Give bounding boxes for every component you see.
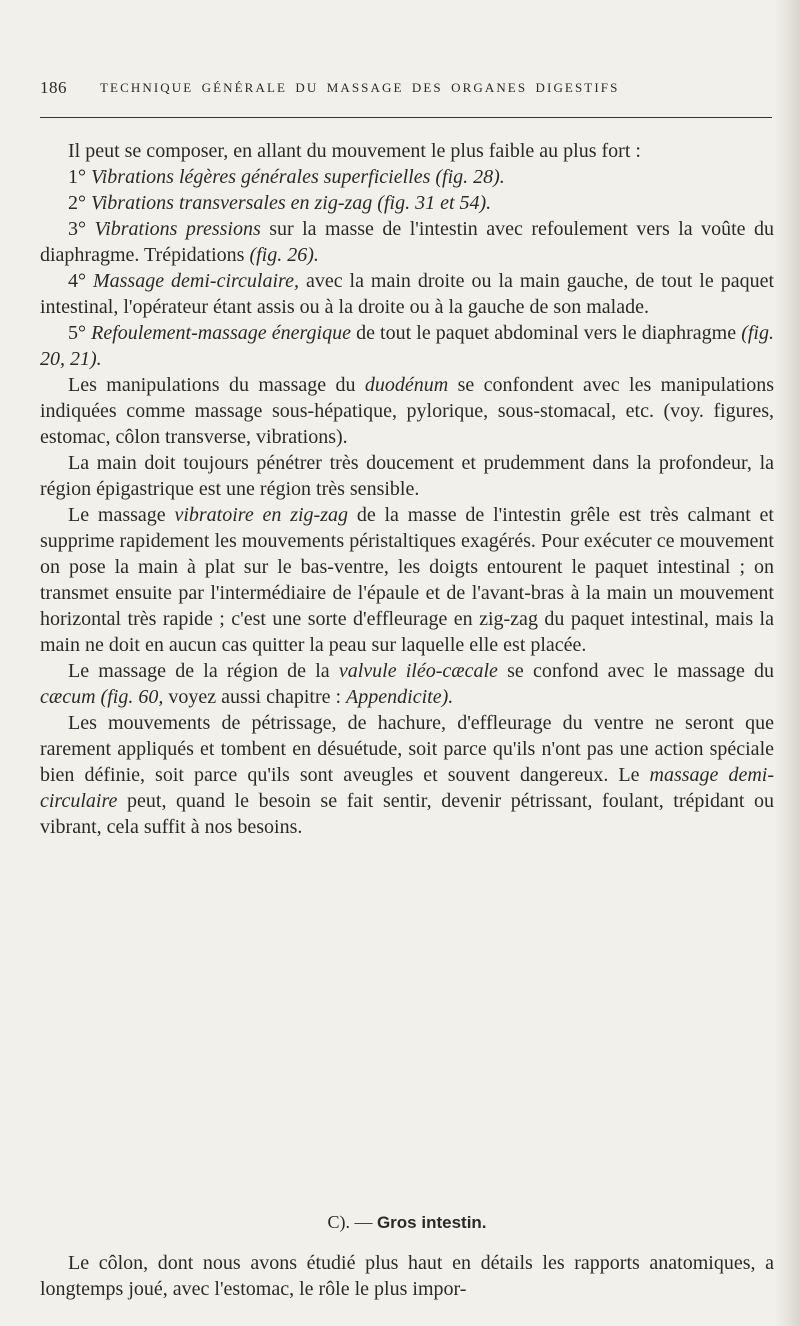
section-label: C). <box>327 1212 350 1232</box>
paragraph-valve-term-3: Appendicite). <box>346 686 454 708</box>
paragraph-movements-term: massage demi-circulaire <box>40 764 774 812</box>
section-heading <box>40 1212 774 1233</box>
list-item-4-number: 4° <box>68 270 86 292</box>
section-title: Gros intestin. <box>376 1213 487 1232</box>
paragraph-duodenum-text-a: Les manipulations du massage du <box>68 374 356 396</box>
paragraph-valve-text-c: voyez aussi chapitre : <box>168 686 342 708</box>
paragraph-valve <box>40 658 774 710</box>
list-item-5-text: de tout le paquet abdominal vers le diaphragme <box>356 322 737 344</box>
list-item-5-number: 5° <box>68 322 86 344</box>
list-item-1 <box>40 164 774 190</box>
paragraph-hand: La main doit toujours pénétrer très doucement et prudemment dans la profondeur, la région épigastrique est une région très sensible. <box>40 452 774 500</box>
list-item-3-ref: (fig. 26). <box>249 244 319 266</box>
paragraph-valve-text-a: Le massage de la région de la <box>68 660 330 682</box>
running-title: TECHNIQUE GÉNÉRALE DU MASSAGE DES ORGANES DIGESTIFS <box>100 80 620 95</box>
list-item-2 <box>40 190 774 216</box>
list-item-5-ref: (fig. 20, 21). <box>40 322 774 370</box>
paragraph-vibratory-term: vibratoire en zig-zag <box>174 504 348 526</box>
paragraph-duodenum-text-b: se confondent avec les manipulations indiquées comme massage sous-hépatique, pylorique, sous-stomacal, etc. (voy. figures, estomac, côlon transverse, vibrations). <box>40 374 774 448</box>
page-edge-shadow <box>774 0 800 1326</box>
paragraph-valve-term-1: valvule iléo-cæcale <box>338 660 498 682</box>
running-header <box>40 78 760 102</box>
list-item-5 <box>40 320 774 372</box>
paragraph-intro: Il peut se composer, en allant du mouvement le plus faible au plus fort : <box>68 140 641 162</box>
paragraph-valve-term-2: cæcum <box>40 686 96 708</box>
list-item-1-number: 1° <box>68 166 86 188</box>
paragraph-duodenum <box>40 372 774 450</box>
paragraph-vibratory-text-b: de la masse de l'intestin grêle est très calmant et supprime rapidement les mouvements péristaltiques exagérés. Pour exécuter ce mouvement on pose la main à plat sur le bas-ventre, les doigts entourent le paquet intestinal ; on transmet ensuite par l'intermédiaire de l'épaule et de l'avant-bras à la main un mouvement horizontal très rapide ; c'est une sorte d'effleurage en zig-zag du paquet intestinal, mais la main ne doit en aucun cas quitter la peau sur laquelle elle est placée. <box>40 504 774 656</box>
list-item-4-text: avec la main droite ou la main gauche, de tout le paquet intestinal, l'opérateur étant assis ou à la droite ou à la gauche de son malade. <box>40 270 775 318</box>
list-item-5-term: Refoulement-massage énergique <box>91 322 351 344</box>
list-item-3-number: 3° <box>68 218 86 240</box>
page-number: 186 <box>40 78 67 97</box>
list-item-4 <box>40 268 774 320</box>
paragraph-colon: Le côlon, dont nous avons étudié plus haut en détails les rapports anatomiques, a longtemps joué, avec l'estomac, le rôle le plus impor- <box>40 1252 774 1300</box>
paragraph-duodenum-term: duodénum <box>364 374 449 396</box>
paragraph-vibratory <box>40 502 774 658</box>
header-rule <box>40 117 772 118</box>
paragraph-movements <box>40 710 774 840</box>
list-item-2-term: Vibrations transversales en zig-zag <box>91 192 373 214</box>
list-item-2-ref: (fig. 31 et 54). <box>377 192 492 214</box>
paragraph-valve-ref: (fig. 60, <box>100 686 164 708</box>
list-item-3-term: Vibrations pressions <box>94 218 261 240</box>
list-item-3 <box>40 216 774 268</box>
main-text <box>40 138 774 840</box>
list-item-1-ref: (fig. 28). <box>435 166 505 188</box>
list-item-1-term: Vibrations légères générales superficielles <box>91 166 431 188</box>
paragraph-valve-text-b: se confond avec le massage du <box>507 660 775 682</box>
paragraph-movements-text-a: Les mouvements de pétrissage, de hachure, d'effleurage du ventre ne seront que rarement appliqués et tombent en désuétude, soit parce qu'ils n'ont pas une action spéciale bien définie, soit parce qu'ils sont aveugles et souvent dangereux. Le <box>40 712 774 786</box>
list-item-4-term: Massage demi-circulaire, <box>92 270 299 292</box>
section-dash: — <box>354 1212 373 1232</box>
section-text <box>40 1250 774 1302</box>
list-item-2-number: 2° <box>68 192 86 214</box>
list-item-3-text: sur la masse de l'intestin avec refoulement vers la voûte du diaphragme. Trépidations <box>40 218 774 266</box>
paragraph-vibratory-text-a: Le massage <box>68 504 166 526</box>
paragraph-movements-text-b: peut, quand le besoin se fait sentir, devenir pétrissant, foulant, trépidant ou vibrant, cela suffit à nos besoins. <box>40 790 775 838</box>
